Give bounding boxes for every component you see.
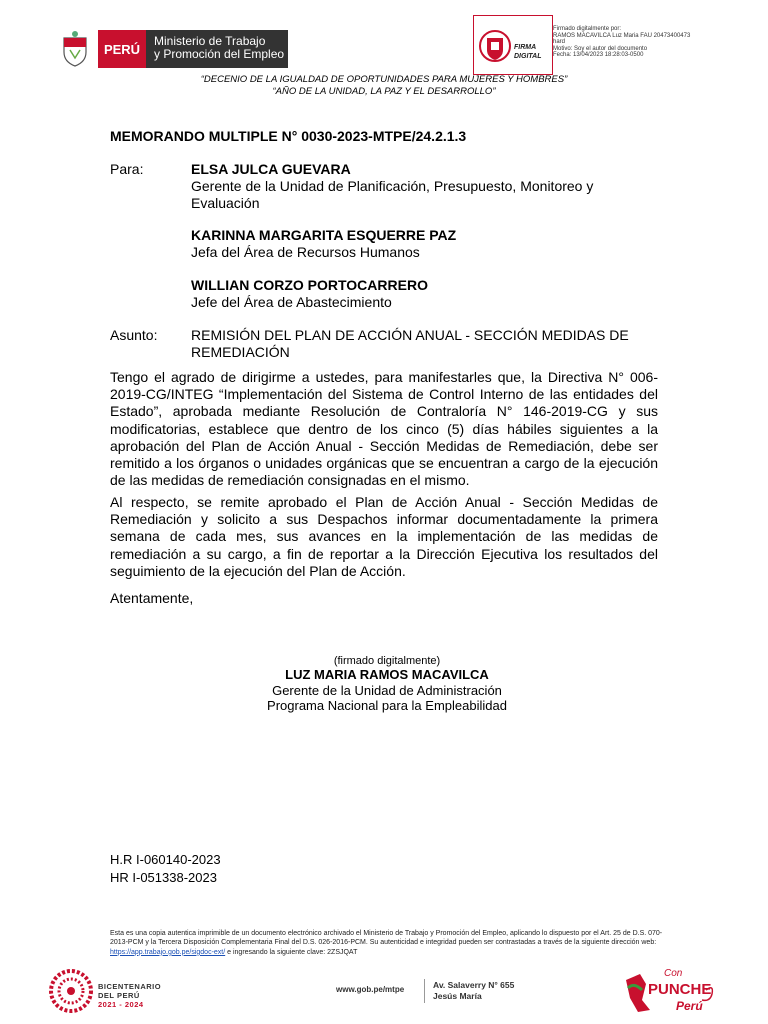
peru-label: PERÚ xyxy=(98,30,146,68)
stamp-text xyxy=(514,43,541,61)
recipient-role: Jefe del Área de Abastecimiento xyxy=(191,294,392,310)
bicent-line2: DEL PERÚ xyxy=(98,991,140,1000)
closing: Atentamente, xyxy=(110,590,194,606)
sig-meta-line: hard xyxy=(553,39,566,45)
authenticity-note xyxy=(110,929,666,957)
digital-signature-stamp xyxy=(473,15,553,75)
note-key-text: e ingresando la siguiente clave: 2ZSJQAT xyxy=(227,948,358,956)
ministry-line1: Ministerio de Trabajo xyxy=(154,34,266,48)
signer-name: LUZ MARIA RAMOS MACAVILCA xyxy=(285,667,489,682)
recipient-name: KARINNA MARGARITA ESQUERRE PAZ xyxy=(191,227,457,243)
asunto-label: Asunto: xyxy=(110,327,158,343)
ministry-line2: y Promoción del Empleo xyxy=(154,47,285,61)
body-paragraph-2: Al respecto, se remite aprobado el Plan de Acción Anual - Sección Medidas de Remediación y solicito a sus Despachos informar documentadamente la primera semana de cada mes, sus avances en la implementación de las medidas de remediación a su cargo, a fin de reportar a la Dirección Ejecutiva los resultados del seguimiento de la ejecución del Plan de Acción. xyxy=(110,494,658,579)
asunto-text xyxy=(191,327,661,361)
note-text: Esta es una copia autentica imprimible de un documento electrónico archivado el Ministerio de Trabajo y Promoción del Empleo, aplicando lo dispuesto por el Art. 25 de D.S. 070-2013-PCM y la Tercera Disposición Complementaria Final del D.S. 026-2016-PCM. Su autenticidad e integridad pueden ser contrastadas a través de la siguiente dirección web: xyxy=(110,930,663,947)
recipient-role xyxy=(191,178,621,212)
asunto-line: REMEDIACIÓN xyxy=(191,344,290,360)
address-line1: Av. Salaverry N° 655 xyxy=(433,980,515,990)
para-label: Para: xyxy=(110,161,144,177)
stamp-shield-icon xyxy=(478,24,512,68)
recipient-name: ELSA JULCA GUEVARA xyxy=(191,161,351,177)
asunto-line: REMISIÓN DEL PLAN DE ACCIÓN ANUAL - SECCIÓN MEDIDAS DE xyxy=(191,327,629,343)
recipient-name: WILLIAN CORZO PORTOCARRERO xyxy=(191,277,428,293)
ministry-logo-text xyxy=(146,30,288,68)
memo-title: MEMORANDO MULTIPLE N° 0030-2023-MTPE/24.2.1.3 xyxy=(110,128,467,144)
sig-meta-line: Firmado digitalmente por: xyxy=(553,26,622,32)
decenio-slogan: “DECENIO DE LA IGUALDAD DE OPORTUNIDADES PARA MUJERES Y HOMBRES” xyxy=(200,74,568,85)
bicentenario-text xyxy=(98,982,161,1009)
bicent-years: 2021 - 2024 xyxy=(98,1000,144,1009)
ref-hr-2: HR I-051338-2023 xyxy=(110,870,217,885)
signer-role: Gerente de la Unidad de Administración xyxy=(272,683,502,698)
sig-meta-line: Motivo: Soy el autor del documento xyxy=(553,45,648,52)
punche-word: PUNCHE xyxy=(648,981,712,998)
coat-of-arms-icon xyxy=(60,30,90,68)
bicentenario-logo-icon xyxy=(48,968,94,1014)
address xyxy=(433,980,514,1002)
website-link[interactable]: www.gob.pe/mtpe xyxy=(336,985,405,994)
con-punche-peru-logo-icon xyxy=(620,960,720,1016)
signature-metadata xyxy=(553,26,763,59)
punche-peru: Perú xyxy=(676,999,703,1013)
sigdoc-link[interactable]: https://app.trabajo.gob.pe/sigdoc-ext/ xyxy=(110,948,226,956)
recipient-role-line: Evaluación xyxy=(191,195,260,211)
stamp-line2: DIGITAL xyxy=(514,53,542,60)
recipient-role: Jefa del Área de Recursos Humanos xyxy=(191,244,420,260)
bicent-line1: BICENTENARIO xyxy=(98,982,162,991)
recipient-role-line: Gerente de la Unidad de Planificación, Presupuesto, Monitoreo y xyxy=(191,178,594,194)
footer-divider xyxy=(424,979,425,1003)
signer-program: Programa Nacional para la Empleabilidad xyxy=(267,698,507,713)
punche-con: Con xyxy=(664,968,683,979)
year-slogan: “AÑO DE LA UNIDAD, LA PAZ Y EL DESARROLLO” xyxy=(272,86,496,97)
signed-note: (firmado digitalmente) xyxy=(333,655,441,667)
ref-hr-1: H.R I-060140-2023 xyxy=(110,852,221,867)
sig-meta-line: RAMOS MACAVILCA Luz Maria FAU 20473400473 xyxy=(553,32,691,39)
body-paragraph-1: Tengo el agrado de dirigirme a ustedes, para manifestarles que, la Directiva N° 006-2019-CG/INTEG “Implementación del Sistema de Control Interno de las entidades del Estado”, aprobada mediante Resolución de Contraloría N° 146-2019-CG y sus modificatorias, establece que dentro de los cinco (5) días hábiles siguientes a la aprobación del Plan de Acción Anual - Sección Medidas de Remediación, debe ser remitido a los órganos o unidades orgánicas que se encuentran a cargo de la ejecución de las medidas de remediación consignadas en el mismo. xyxy=(110,369,658,489)
address-line2: Jesús María xyxy=(433,991,482,1001)
stamp-line1: FIRMA xyxy=(514,44,537,51)
sig-meta-line: Fecha: 13/04/2023 18:28:03-0500 xyxy=(553,52,644,58)
